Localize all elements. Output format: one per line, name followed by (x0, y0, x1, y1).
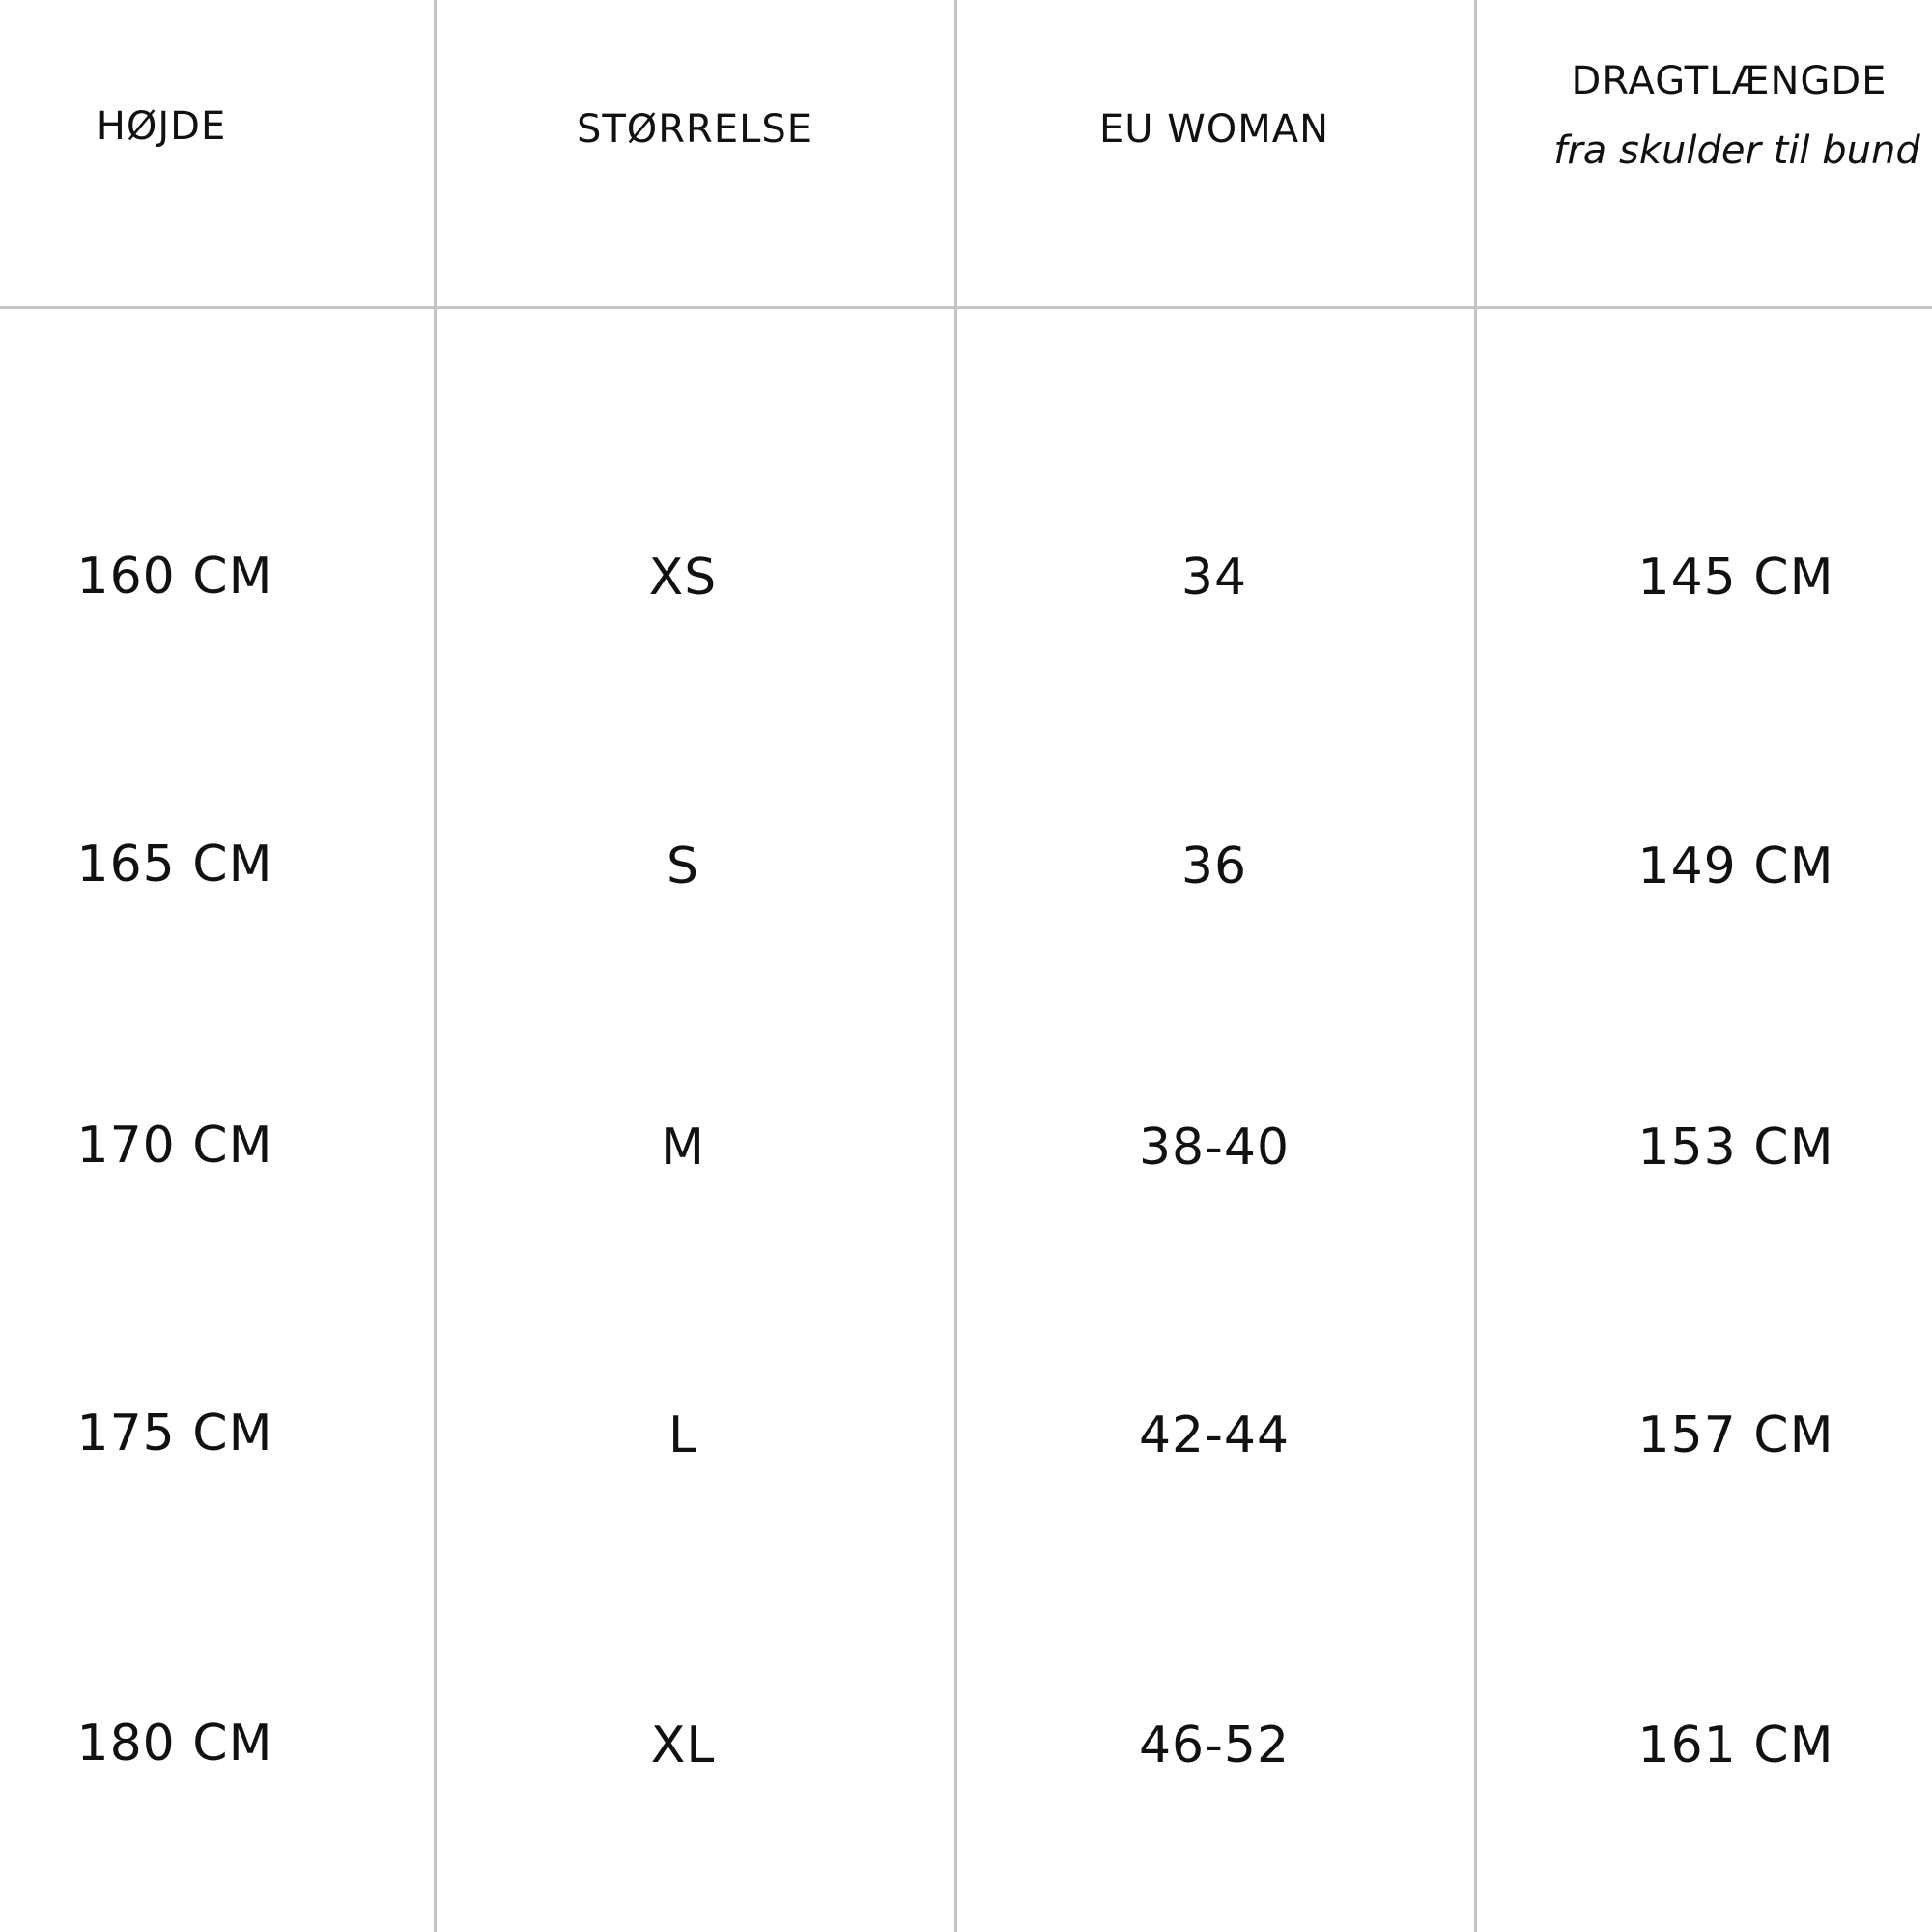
header-suit-length-note: fra skulder til bund (1553, 128, 1920, 173)
cell-eu-woman: 42-44 (1138, 1406, 1291, 1464)
cell-suit-length: 149 CM (1637, 838, 1834, 895)
cell-size: S (666, 838, 700, 895)
header-height: HØJDE (96, 104, 227, 149)
cell-height: 180 CM (76, 1715, 273, 1773)
cell-suit-length: 161 CM (1637, 1717, 1834, 1775)
cell-eu-woman: 46-52 (1138, 1717, 1291, 1775)
header-eu-woman: EU WOMAN (1098, 107, 1330, 152)
cell-suit-length: 145 CM (1637, 549, 1834, 607)
header-size: STØRRELSE (576, 107, 813, 152)
cell-size: M (661, 1119, 705, 1177)
column-divider (954, 0, 957, 1932)
cell-eu-woman: 36 (1180, 838, 1248, 895)
column-divider (1474, 0, 1477, 1932)
cell-size: XL (650, 1717, 716, 1775)
cell-suit-length: 157 CM (1637, 1406, 1834, 1464)
cell-eu-woman: 38-40 (1138, 1119, 1291, 1177)
header-suit-length: DRAGTLÆNGDE (1571, 59, 1888, 103)
cell-suit-length: 153 CM (1637, 1119, 1834, 1177)
cell-height: 170 CM (76, 1117, 273, 1175)
cell-size: L (668, 1406, 697, 1464)
cell-size: XS (648, 549, 718, 607)
cell-height: 165 CM (76, 836, 273, 894)
header-divider (0, 306, 1932, 309)
column-divider (434, 0, 437, 1932)
cell-height: 175 CM (76, 1405, 273, 1463)
cell-eu-woman: 34 (1180, 549, 1248, 607)
cell-height: 160 CM (76, 548, 273, 606)
